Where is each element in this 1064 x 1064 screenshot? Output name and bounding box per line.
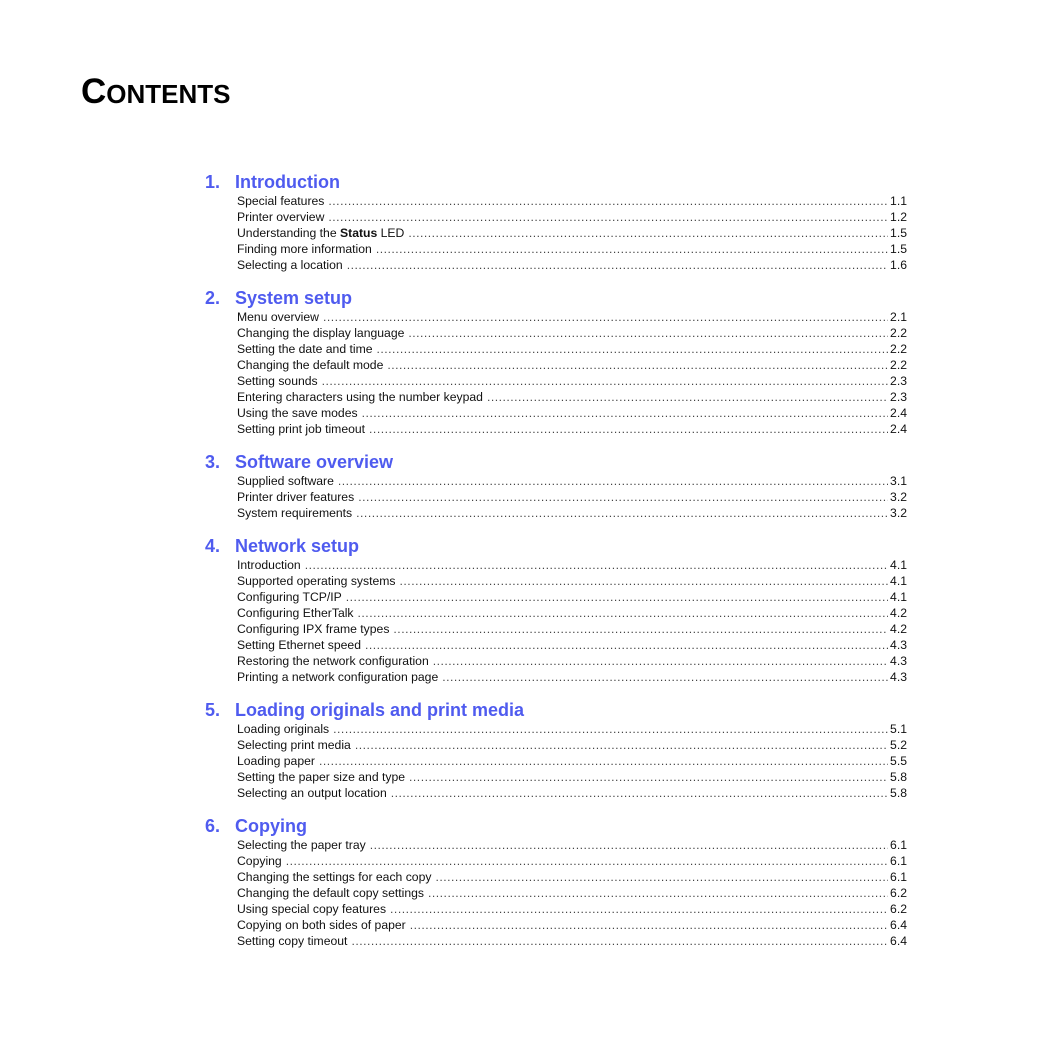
toc-entry-list — [205, 193, 907, 273]
toc-entry-title: Loading originals — [237, 722, 330, 736]
toc-entry[interactable] — [237, 373, 907, 389]
toc-entry-page: 4.3 — [890, 638, 907, 652]
toc-entry-title: Changing the default copy settings — [237, 886, 425, 900]
dot-leader — [365, 637, 888, 653]
dot-leader — [358, 489, 888, 505]
dot-leader — [433, 653, 888, 669]
toc-entry-title: Selecting a location — [237, 258, 343, 272]
toc-entry-title: Setting sounds — [237, 374, 318, 388]
toc-entry[interactable] — [237, 753, 907, 769]
page-title-rest: ONTENTS — [106, 79, 231, 109]
toc-entry[interactable] — [237, 421, 907, 437]
toc-entry[interactable] — [237, 241, 907, 257]
toc-entry-page: 6.4 — [890, 918, 907, 932]
toc-entry-title: Printer overview — [237, 210, 325, 224]
dot-leader — [442, 669, 888, 685]
toc-entry-title: Setting the date and time — [237, 342, 373, 356]
dot-leader — [323, 309, 888, 325]
toc-entry-page: 2.3 — [890, 390, 907, 404]
toc-entry[interactable] — [237, 325, 907, 341]
toc-entry-title: Introduction — [237, 558, 301, 572]
dot-leader — [328, 193, 888, 209]
toc-entry-title: Printer driver features — [237, 490, 355, 504]
toc-entry-page: 5.5 — [890, 754, 907, 768]
toc-entry[interactable] — [237, 589, 907, 605]
toc-entry-page: 1.5 — [890, 226, 907, 240]
toc-entry[interactable] — [237, 505, 907, 521]
chapter-heading[interactable] — [205, 452, 907, 473]
toc-entry-page: 4.1 — [890, 590, 907, 604]
toc-entry-page: 6.1 — [890, 854, 907, 868]
toc-entry-title: Configuring TCP/IP — [237, 590, 342, 604]
toc-entry-page: 6.1 — [890, 870, 907, 884]
chapter-number: 3. — [205, 452, 221, 472]
chapter-number: 4. — [205, 536, 221, 556]
toc-entry-page: 4.1 — [890, 574, 907, 588]
toc-entry[interactable] — [237, 901, 907, 917]
toc-entry-page: 4.2 — [890, 622, 907, 636]
toc-entry-list — [205, 721, 907, 801]
toc-entry-page: 5.8 — [890, 770, 907, 784]
toc-entry[interactable] — [237, 653, 907, 669]
chapter-heading[interactable] — [205, 172, 907, 193]
chapter-heading[interactable] — [205, 700, 907, 721]
chapter-title: Network setup — [235, 536, 360, 556]
toc-entry-page: 6.2 — [890, 886, 907, 900]
toc-entry-page: 3.2 — [890, 490, 907, 504]
toc-entry[interactable] — [237, 605, 907, 621]
toc-entry-title — [237, 225, 404, 241]
toc-entry-title: Configuring IPX frame types — [237, 622, 390, 636]
dot-leader — [358, 605, 889, 621]
dot-leader — [356, 505, 888, 521]
toc-entry-list — [205, 837, 907, 949]
toc-entry-title: Special features — [237, 194, 325, 208]
dot-leader — [387, 357, 888, 373]
toc-entry[interactable] — [237, 785, 907, 801]
dot-leader — [346, 589, 888, 605]
chapter-title: Loading originals and print media — [235, 700, 525, 720]
toc-entry-title: Setting print job timeout — [237, 422, 366, 436]
toc-entry-title: Changing the default mode — [237, 358, 384, 372]
dot-leader — [435, 869, 888, 885]
toc-entry[interactable] — [237, 769, 907, 785]
toc-entry[interactable] — [237, 209, 907, 225]
toc-entry-page: 2.2 — [890, 326, 907, 340]
toc-entry-title: Configuring EtherTalk — [237, 606, 354, 620]
chapter-title: Copying — [235, 816, 307, 836]
toc-entry[interactable] — [237, 489, 907, 505]
toc-entry-title: Selecting an output location — [237, 786, 387, 800]
toc-entry-title: Copying — [237, 854, 282, 868]
toc-entry-title-part: Understanding the — [237, 226, 340, 240]
toc-entry[interactable] — [237, 737, 907, 753]
dot-leader — [351, 933, 888, 949]
toc-entry-title-part: LED — [377, 226, 405, 240]
toc-entry-title: Using the save modes — [237, 406, 358, 420]
toc-entry-page: 2.4 — [890, 406, 907, 420]
toc-entry[interactable] — [237, 853, 907, 869]
toc-entry-title: Restoring the network configuration — [237, 654, 429, 668]
dot-leader — [409, 769, 888, 785]
toc-entry-title: Changing the display language — [237, 326, 405, 340]
toc-entry-page: 2.4 — [890, 422, 907, 436]
dot-leader — [391, 785, 888, 801]
toc-entry[interactable] — [237, 837, 907, 853]
dot-leader — [428, 885, 888, 901]
toc-entry-title: Supplied software — [237, 474, 334, 488]
toc-entry-title-bold: Status — [340, 226, 378, 240]
toc-entry-page: 5.8 — [890, 786, 907, 800]
dot-leader — [400, 573, 889, 589]
chapter-heading[interactable] — [205, 288, 907, 309]
page-title — [81, 74, 231, 109]
toc-entry-list — [205, 557, 907, 685]
toc-entry[interactable] — [237, 357, 907, 373]
chapter-title: System setup — [235, 288, 353, 308]
toc-entry-page: 1.6 — [890, 258, 907, 272]
toc-entry[interactable] — [237, 473, 907, 489]
toc-entry-title: Printing a network configuration page — [237, 670, 439, 684]
dot-leader — [377, 341, 889, 357]
chapter-number: 2. — [205, 288, 221, 308]
dot-leader — [333, 721, 888, 737]
toc-entry-title: Selecting the paper tray — [237, 838, 366, 852]
toc-entry-page: 2.1 — [890, 310, 907, 324]
toc-entry[interactable] — [237, 389, 907, 405]
toc-entry-title: Menu overview — [237, 310, 319, 324]
dot-leader — [355, 737, 888, 753]
toc-entry-page: 5.2 — [890, 738, 907, 752]
toc-entry-page: 3.1 — [890, 474, 907, 488]
toc-entry-title: Finding more information — [237, 242, 372, 256]
toc-entry-page: 4.2 — [890, 606, 907, 620]
toc-entry-page: 4.3 — [890, 670, 907, 684]
toc-entry-title: Copying on both sides of paper — [237, 918, 406, 932]
dot-leader — [328, 209, 888, 225]
toc-entry[interactable] — [237, 885, 907, 901]
toc-entry-page: 5.1 — [890, 722, 907, 736]
toc-entry-title: Entering characters using the number keypad — [237, 390, 483, 404]
toc-entry[interactable] — [237, 257, 907, 273]
dot-leader — [376, 241, 888, 257]
dot-leader — [408, 325, 888, 341]
toc-entry[interactable] — [237, 573, 907, 589]
toc-entry-title: System requirements — [237, 506, 353, 520]
toc-entry-title: Setting copy timeout — [237, 934, 348, 948]
toc-entry-page: 2.2 — [890, 342, 907, 356]
toc-entry-page: 2.3 — [890, 374, 907, 388]
dot-leader — [370, 837, 888, 853]
toc-entry-page: 1.2 — [890, 210, 907, 224]
toc-entry[interactable] — [237, 621, 907, 637]
toc-entry-page: 3.2 — [890, 506, 907, 520]
dot-leader — [362, 405, 888, 421]
chapter-number: 1. — [205, 172, 221, 192]
toc-entry-page: 4.3 — [890, 654, 907, 668]
chapter-title: Software overview — [235, 452, 394, 472]
toc-chapter — [205, 536, 907, 685]
toc-entry-title: Loading paper — [237, 754, 315, 768]
toc-entry[interactable] — [237, 341, 907, 357]
toc-entry-page: 1.1 — [890, 194, 907, 208]
toc-entry-title: Supported operating systems — [237, 574, 396, 588]
dot-leader — [338, 473, 888, 489]
dot-leader — [410, 917, 888, 933]
toc-entry-list — [205, 473, 907, 521]
dot-leader — [347, 257, 888, 273]
chapter-heading[interactable] — [205, 816, 907, 837]
toc-chapter — [205, 700, 907, 801]
chapter-heading[interactable] — [205, 536, 907, 557]
toc-entry-title: Using special copy features — [237, 902, 387, 916]
dot-leader — [408, 225, 888, 241]
toc-entry-list — [205, 309, 907, 437]
dot-leader — [369, 421, 888, 437]
toc-entry[interactable] — [237, 669, 907, 685]
toc-entry[interactable] — [237, 309, 907, 325]
toc-entry-title: Setting Ethernet speed — [237, 638, 361, 652]
toc-entry-page: 1.5 — [890, 242, 907, 256]
dot-leader — [393, 621, 888, 637]
toc-entry[interactable] — [237, 193, 907, 209]
toc-chapter — [205, 288, 907, 437]
toc-entry[interactable] — [237, 557, 907, 573]
toc-entry-title: Changing the settings for each copy — [237, 870, 432, 884]
toc-entry[interactable] — [237, 405, 907, 421]
chapter-number: 6. — [205, 816, 221, 836]
toc-entry[interactable] — [237, 933, 907, 949]
chapter-title: Introduction — [235, 172, 340, 192]
toc-entry-page: 6.2 — [890, 902, 907, 916]
toc-entry[interactable] — [237, 869, 907, 885]
toc-entry-page: 2.2 — [890, 358, 907, 372]
dot-leader — [286, 853, 888, 869]
dot-leader — [390, 901, 888, 917]
dot-leader — [319, 753, 888, 769]
toc-entry[interactable] — [237, 637, 907, 653]
dot-leader — [487, 389, 888, 405]
toc-entry[interactable] — [237, 225, 907, 241]
toc-chapter — [205, 452, 907, 521]
dot-leader — [305, 557, 888, 573]
toc-entry[interactable] — [237, 721, 907, 737]
toc-entry-page: 6.1 — [890, 838, 907, 852]
page-title-initial: C — [81, 72, 107, 111]
toc-entry[interactable] — [237, 917, 907, 933]
table-of-contents — [205, 172, 907, 949]
toc-chapter — [205, 172, 907, 273]
toc-entry-page: 4.1 — [890, 558, 907, 572]
dot-leader — [322, 373, 888, 389]
toc-chapter — [205, 816, 907, 949]
toc-entry-page: 6.4 — [890, 934, 907, 948]
chapter-number: 5. — [205, 700, 221, 720]
toc-entry-title: Setting the paper size and type — [237, 770, 406, 784]
toc-entry-title: Selecting print media — [237, 738, 351, 752]
